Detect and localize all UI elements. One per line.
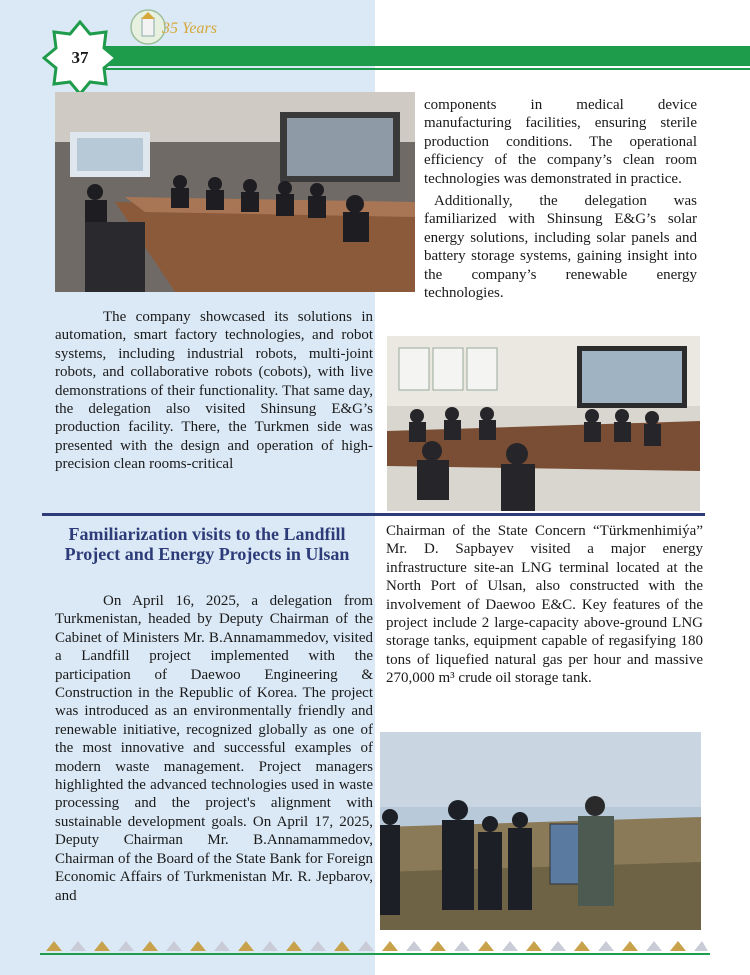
article-paragraph: components in medical device manufacturing facilities, ensuring sterile production conditions. The operational efficiency of the company’s clean room technologies was demonstrated in practice. [424,97,697,187]
article-paragraph: Chairman of the State Concern “Türkmenhimiýa” Mr. D. Sapbayev visited a major energy infrastructure site-an LNG terminal located at the North Port of Ulsan, also constructed with the involvement of Daewoo E&C. Key features of the project include 2 large-capacity above-ground LNG storage tanks, equipment capable of regasifying 180 tons of liquefied natural gas per hour and massive 270,000 m³ crude oil storage tank. [386,523,703,687]
article-top-right [424,96,697,302]
facility-visit-photo [387,336,700,511]
anniversary-label: 35 Years [162,20,217,37]
article-bottom-right [386,522,703,688]
article-paragraph: On April 16, 2025, a delegation from Turkmenistan, headed by Deputy Chairman of the Cabinet of Ministers Mr. B.Annamammedov, visited a Landfill project implemented with the participation of Daewoo Engineering & Construction in the Republic of Korea. The project was introduced as an environmentally friendly and renewable initiative, recognized globally as one of the most innovative and successful examples of modern waste management. Project managers highlighted the advanced technologies used in waste processing and the project's alignment with sustainable development goals. On April 17, 2025, Deputy Chairman Mr. B.Annamammedov, Chairman of the Board of the State Bank for Foreign Economic Affairs of Turkmenistan Mr. R. Jepbarov, and [55,593,373,904]
section-heading: Familiarization visits to the Landfill Project and Energy Projects in Ulsan [64,524,350,564]
article-paragraph: The company showcased its solutions in automation, smart factory technologies, and robot systems, including industrial robots, multi-joint robots, and collaborative robots (cobots), with live demonstrations of their functionality. That same day, the delegation also visited Shinsung E&G’s production facility. There, the Turkmen side was presented with the design and operation of high-precision clean rooms-critical [55,309,373,473]
article-paragraph: Additionally, the delegation was familiarized with Shinsung E&G’s solar energy solutions, including solar panels and battery storage systems, gaining insight into the company’s renewable energy technologies. [424,193,697,302]
meeting-photo [55,92,415,292]
lng-site-photo [380,732,701,930]
footer-ornament [40,937,710,957]
section-divider [42,513,705,516]
page-number: 37 [71,48,89,67]
article-top-left [55,308,373,474]
article-bottom-left [55,592,373,905]
header-green-line [95,68,750,70]
header-green-bar [95,46,750,66]
